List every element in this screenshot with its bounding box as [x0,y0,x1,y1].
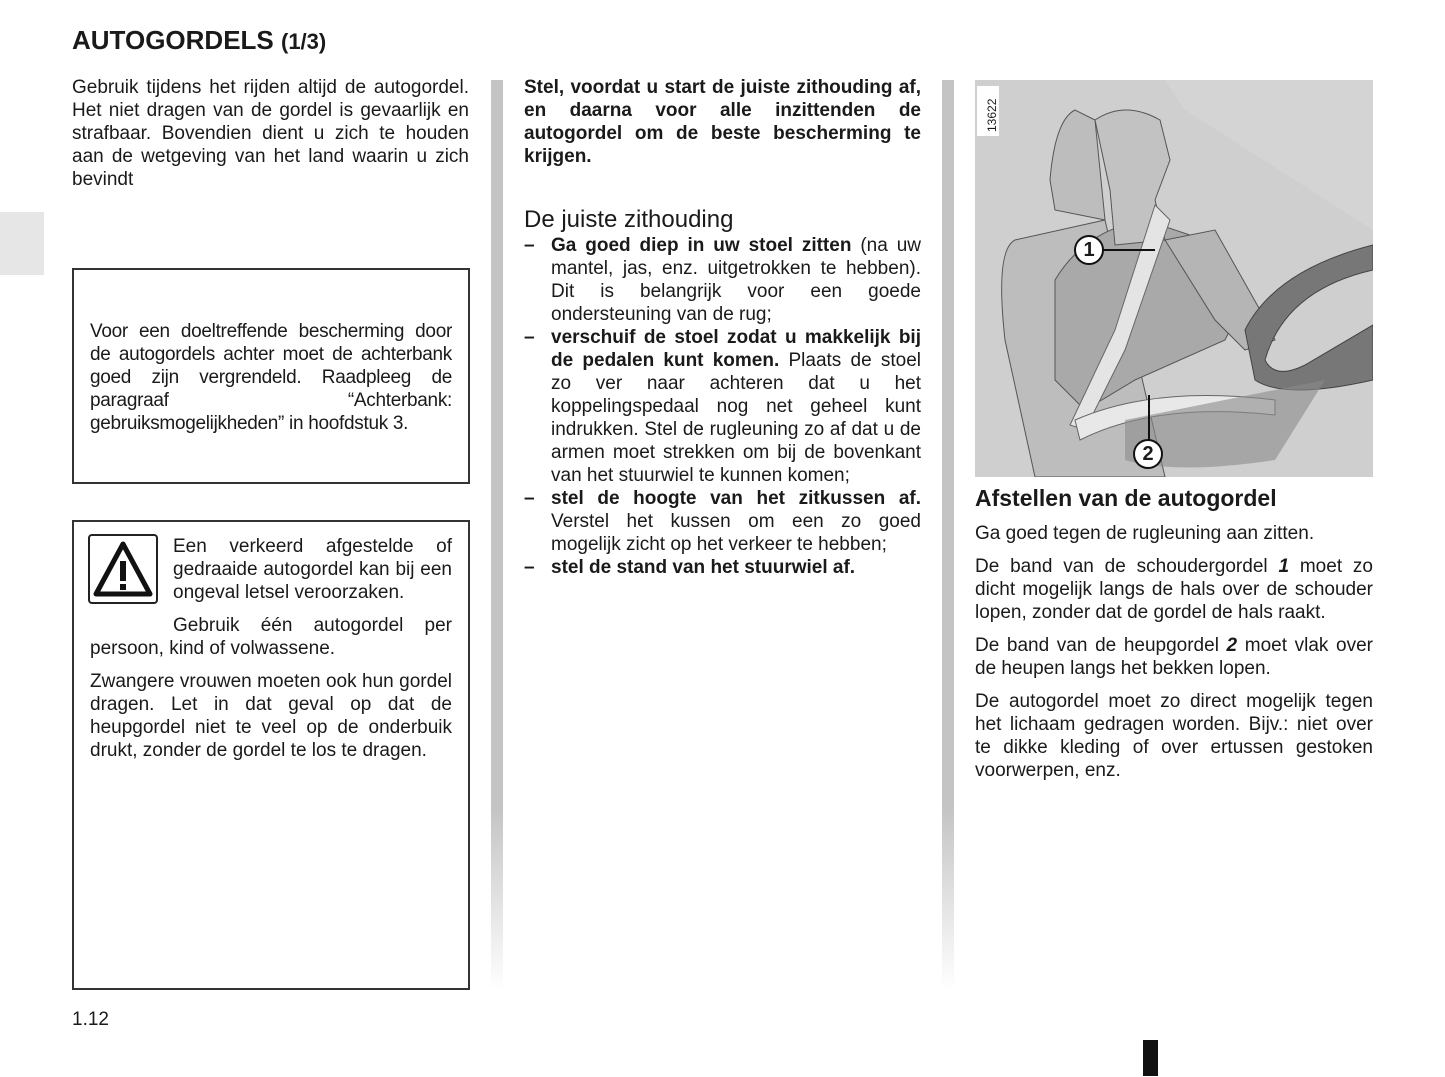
item-bold: Ga goed diep in uw stoel zitten [551,235,852,256]
warning-icon [88,534,158,604]
text: moet vlak over de heupen langs het bekken lopen. [975,635,1373,679]
note-text: Voor een doeltreffende bescherming door de autogordels achter moet de achterbank goed zijn vergrendeld. Raadpleeg de paragraaf “Achterbank: gebruiksmogelijkheden” in hoofdstuk 3. [90,321,452,434]
page-marker [1143,1040,1158,1076]
col2-intro: Stel, voordat u start de juiste zithouding af, en daarna voor alle inzittenden de autogordel om de beste bescherming te krijgen. [524,77,921,167]
title-part: (1/3) [281,29,327,54]
item-bold: verschuif de stoel zodat u makkelijk bij de pedalen kunt komen. [551,327,921,371]
adjust-paragraph-3 [975,634,1373,680]
page-number: 1.12 [72,1009,109,1030]
text: moet zo dicht mogelijk langs de hals over de schouder lopen, zonder dat de gordel de hals raakt. [975,556,1373,623]
item-bold: stel de stand van het stuurwiel af. [551,557,856,578]
column-divider [491,80,503,990]
text: De band van de schoudergordel [975,556,1279,577]
list-item [524,556,921,579]
warning-text-1: Een verkeerd afgestelde of gedraaide autogordel kan bij een ongeval letsel veroorzaken. [173,536,452,603]
ref-1: 1 [1278,556,1290,577]
ref-2: 2 [1226,635,1238,656]
section-heading-posture: De juiste zithouding [524,206,734,233]
callout-2: 2 [1133,439,1163,469]
text: De band van de heupgordel [975,635,1227,656]
intro-text [72,76,469,201]
list-item [524,487,921,556]
warning-text-2: Gebruik één autogordel per persoon, kind of volwassene. [90,615,452,659]
section-heading-adjust: Afstellen van de autogordel [975,485,1277,511]
figure-code [977,86,999,136]
warning-text-3: Zwangere vrouwen moeten ook hun gordel dragen. Let in dat geval op dat de heupgordel niet te veel op de onderbuik drukt, zonder de gordel te los te dragen. [90,671,452,761]
intro-paragraph: Gebruik tijdens het rijden altijd de autogordel. Het niet dragen van de gordel is gevaarlijk en strafbaar. Bovendien dient u zich te houden aan de wetgeving van het land waarin u zich bevindt [72,77,469,190]
column-3 [975,484,1373,792]
page-title [72,24,326,58]
list-item [524,326,921,487]
title-main: AUTOGORDELS [72,25,274,55]
adjust-paragraph-2 [975,555,1373,624]
column-2 [524,76,921,579]
item-text: Verstel het kussen om een zo goed mogelijk zicht op het verkeer te hebben; [551,511,921,555]
list-item [524,234,921,326]
column-divider [942,80,954,990]
adjust-paragraph-1: Ga goed tegen de rugleuning aan zitten. [975,523,1315,544]
seatbelt-illustration [975,80,1373,477]
item-text: (na uw mantel, jas, enz. uitgetrokken te hebben). Dit is belangrijk voor een goede ondersteuning van de rug; [551,235,921,325]
item-bold: stel de hoogte van het zitkussen af. [551,488,921,509]
item-text: Plaats de stoel zo ver naar achteren dat u het koppelingspedaal nog net geheel kunt indrukken. Stel de rugleuning zo af dat u de armen moet strekken om bij de bovenkant van het stuurwiel te kunnen komen; [551,350,921,486]
callout-1: 1 [1074,235,1104,265]
adjust-paragraph-4: De autogordel moet zo direct mogelijk tegen het lichaam gedragen worden. Bijv.: niet over te dikke kleding of over ertussen gestoken voorwerpen, enz. [975,691,1373,781]
figure-code-text: 13622 [985,98,999,132]
warning-box [72,520,470,990]
chapter-tab [0,212,44,275]
note-box [72,268,470,484]
